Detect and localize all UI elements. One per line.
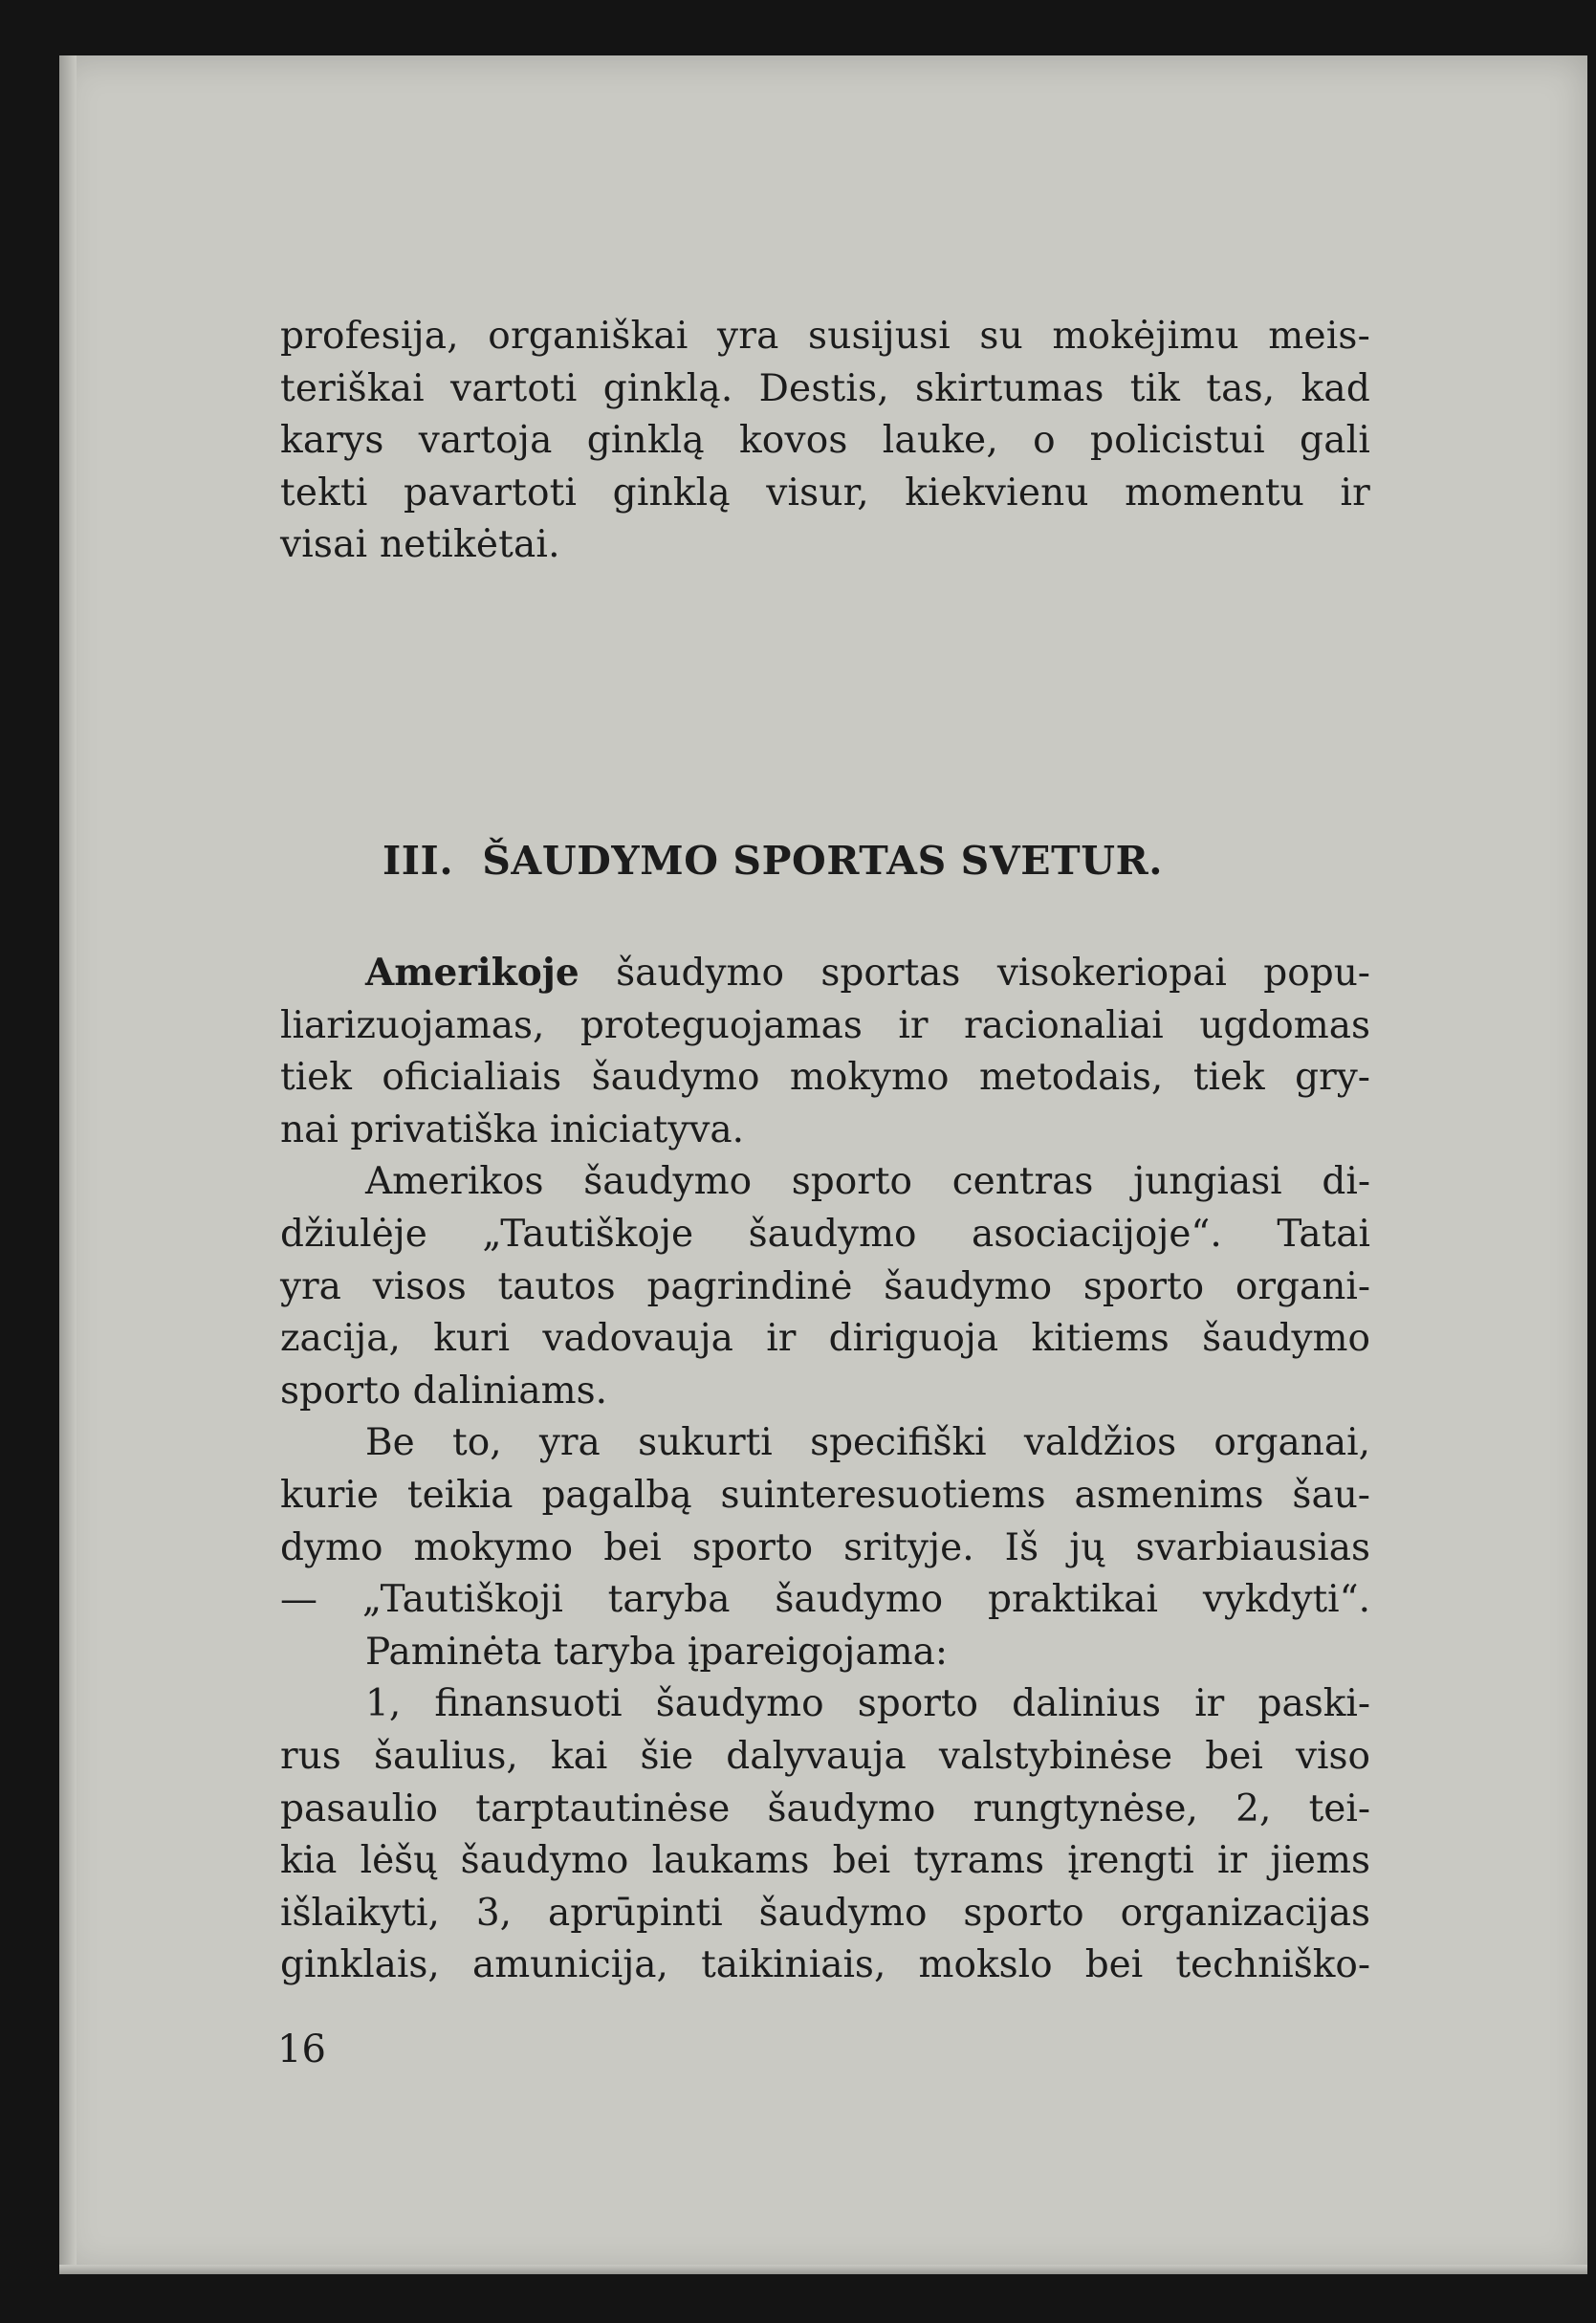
top-paragraph <box>280 311 1370 572</box>
text-line: sporto daliniams. <box>280 1369 608 1413</box>
page-edge-shadow <box>59 55 77 2274</box>
text-line: profesija, organiškai yra susijusi su mokėjimu meis- <box>280 315 1370 358</box>
section-title: ŠAUDYMO SPORTAS SVETUR. <box>482 838 1164 884</box>
text-line: — „Tautiškoji taryba šaudymo praktikai vykdyti“. <box>280 1578 1370 1622</box>
text-line: rus šaulius, kai šie dalyvauja valstybinėse bei viso <box>280 1734 1370 1778</box>
text-line: nai privatiška iniciatyva. <box>280 1107 745 1151</box>
text-line: tekti pavartoti ginklą visur, kiekvienu momentu ir <box>280 471 1370 515</box>
text-line: dymo mokymo bei sporto srityje. Iš jų svarbiausias <box>280 1525 1370 1569</box>
text-line: Be to, yra sukurti specifiški valdžios organai, <box>365 1421 1370 1465</box>
text-line: Paminėta taryba įpareigojama: <box>365 1630 948 1674</box>
text-line: 1, finansuoti šaudymo sporto dalinius ir paski- <box>365 1682 1370 1726</box>
text-line: karys vartoja ginklą kovos lauke, o policistui gali <box>280 419 1370 462</box>
section-number: III. <box>383 838 454 884</box>
section-heading <box>383 838 1163 884</box>
text-line: ginklais, amunicija, taikiniais, mokslo bei techniško- <box>280 1943 1370 1987</box>
text-line: tiek oficialiais šaudymo mokymo metodais, tiek gry- <box>280 1056 1370 1100</box>
text-line: yra visos tautos pagrindinė šaudymo sporto organi- <box>280 1264 1370 1308</box>
text-line: liarizuojamas, proteguojamas ir racionaliai ugdomas <box>280 1003 1370 1047</box>
section-body <box>280 947 1370 1992</box>
page-number: 16 <box>277 2027 326 2071</box>
text-line: pasaulio tarptautinėse šaudymo rungtynėse, 2, tei- <box>280 1786 1370 1830</box>
lead-word: Amerikoje <box>365 951 579 995</box>
text-line: džiulėje „Tautiškoje šaudymo asociacijoje“. Tatai <box>280 1212 1370 1256</box>
text-line <box>280 947 1370 1000</box>
page-bottom-edge <box>59 2265 1587 2274</box>
text-line: išlaikyti, 3, aprūpinti šaudymo sporto organizacijas <box>280 1891 1370 1935</box>
text-line: Amerikos šaudymo sporto centras jungiasi di- <box>365 1160 1370 1204</box>
text-line: visai netikėtai. <box>280 523 560 566</box>
text-line: teriškai vartoti ginklą. Destis, skirtumas tik tas, kad <box>280 366 1370 410</box>
text-line: zacija, kuri vadovauja ir diriguoja kitiems šaudymo <box>280 1317 1370 1361</box>
text-line: kia lėšų šaudymo laukams bei tyrams įrengti ir jiems <box>280 1839 1370 1883</box>
lead-line-rest: šaudymo sportas visokeriopai popu- <box>579 952 1370 995</box>
text-line: kurie teikia pagalbą suinteresuotiems asmenims šau- <box>280 1473 1370 1517</box>
